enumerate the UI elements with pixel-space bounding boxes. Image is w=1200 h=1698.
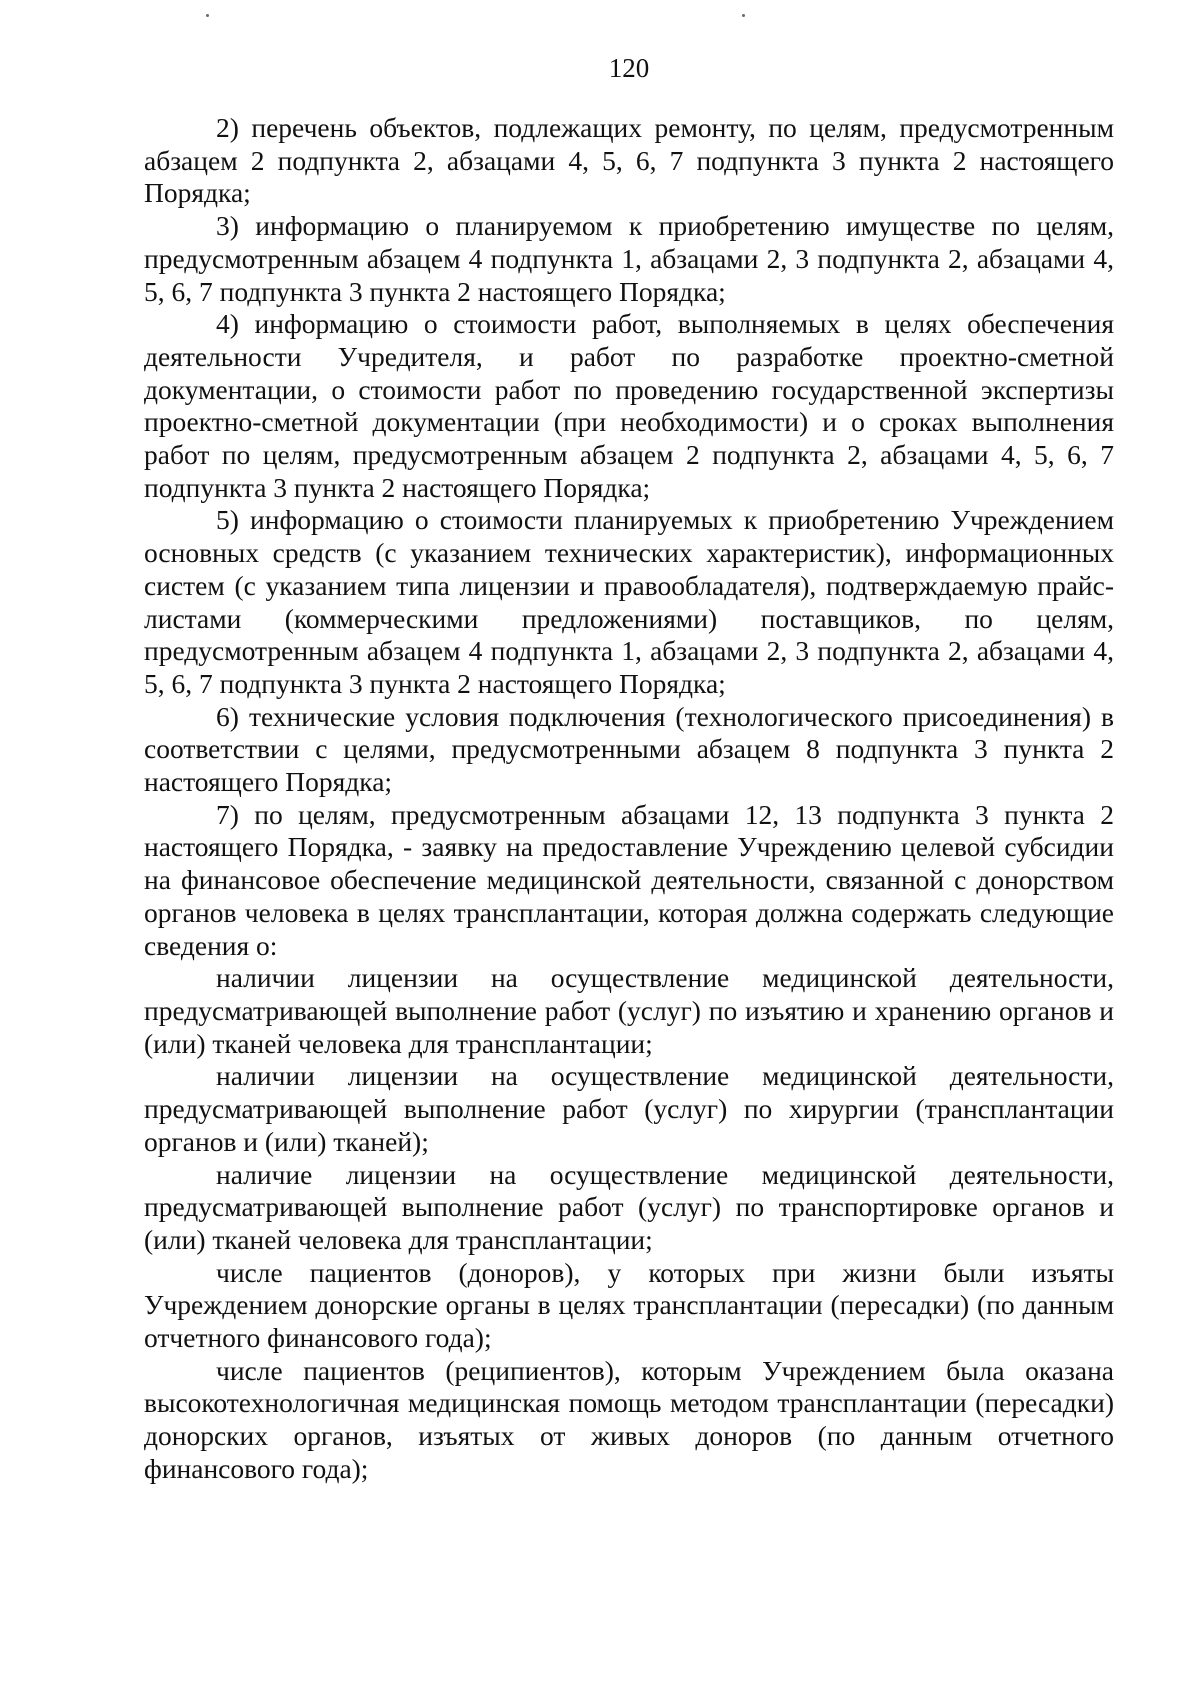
document-body: [144, 112, 1114, 1486]
paragraph-license-removal: наличии лицензии на осуществление медицинской деятельности, предусматривающей выполнение работ (услуг) по изъятию и хранению органов и (или) тканей человека для трансплантации;: [144, 962, 1114, 1059]
paragraph-recipient-count: числе пациентов (реципиентов), которым Учреждением была оказана высокотехнологичная медицинская помощь методом трансплантации (пересадки) донорских органов, изъятых от живых доноров (по данным отчетного финансового года);: [144, 1354, 1114, 1484]
paragraph-item-7: 7) по целям, предусмотренным абзацами 12, 13 подпункта 3 пункта 2 настоящего Порядка, - заявку на предоставление Учреждению целевой субсидии на финансовое обеспечение медицинской деятельности, связанной с донорством органов человека в целях трансплантации, которая должна содержать следующие сведения о:: [144, 798, 1114, 961]
scan-dot: [206, 14, 209, 17]
paragraph-item-4: 4) информацию о стоимости работ, выполняемых в целях обеспечения деятельности Учредителя, и работ по разработке проектно-сметной документации, о стоимости работ по проведению государственной экспертизы проектно-сметной документации (при необходимости) и о сроках выполнения работ по целям, предусмотренным абзацем 2 подпункта 2, абзацами 4, 5, 6, 7 подпункта 3 пункта 2 настоящего Порядка;: [144, 308, 1114, 503]
paragraph-item-6: 6) технические условия подключения (технологического присоединения) в соответствии с целями, предусмотренными абзацем 8 подпункта 3 пункта 2 настоящего Порядка;: [144, 700, 1114, 798]
paragraph-donor-count: числе пациентов (доноров), у которых при жизни были изъяты Учреждением донорские органы в целях трансплантации (пересадки) (по данным отчетного финансового года);: [144, 1256, 1114, 1354]
paragraph-item-3: 3) информацию о планируемом к приобретению имуществе по целям, предусмотренным абзацем 4 подпункта 1, абзацами 2, 3 подпункта 2, абзацами 4, 5, 6, 7 подпункта 3 пункта 2 настоящего Порядка;: [144, 210, 1114, 307]
paragraph-license-transport: наличие лицензии на осуществление медицинской деятельности, предусматривающей выполнение работ (услуг) по транспортировке органов и (или) тканей человека для трансплантации;: [144, 1158, 1114, 1255]
paragraph-item-2: 2) перечень объектов, подлежащих ремонту, по целям, предусмотренным абзацем 2 подпункта 2, абзацами 4, 5, 6, 7 подпункта 3 пункта 2 настоящего Порядка;: [144, 112, 1114, 209]
page-number: 120: [608, 53, 650, 83]
paragraph-license-surgery: наличии лицензии на осуществление медицинской деятельности, предусматривающей выполнение работ (услуг) по хирургии (трансплантации органов и (или) тканей);: [144, 1060, 1114, 1157]
scan-dot: [742, 14, 745, 17]
paragraph-item-5: 5) информацию о стоимости планируемых к приобретению Учреждением основных средств (с указанием технических характеристик), информационных систем (с указанием типа лицензии и правообладателя), подтверждаемую прайс-листами (коммерческими предложениями) поставщиков, по целям, предусмотренным абзацем 4 подпункта 1, абзацами 2, 3 подпункта 2, абзацами 4, 5, 6, 7 подпункта 3 пункта 2 настоящего Порядка;: [144, 504, 1114, 699]
